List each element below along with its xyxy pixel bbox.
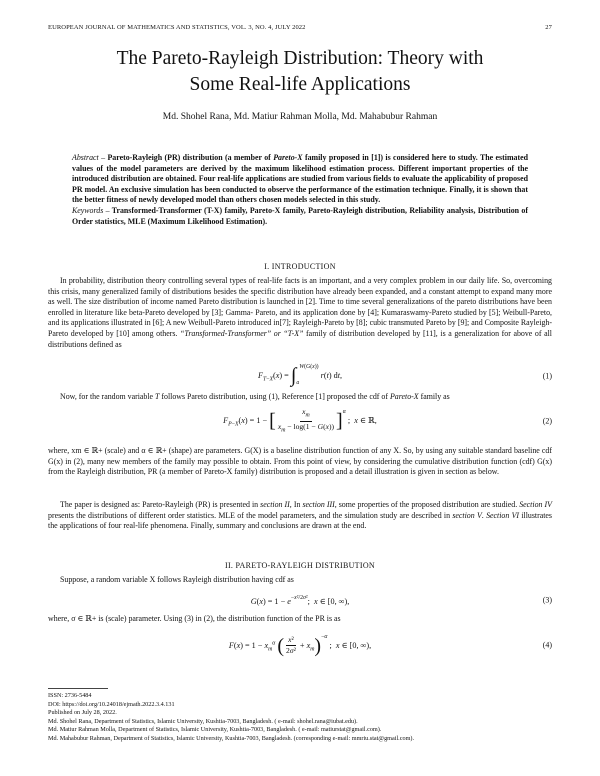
intro-paragraph-4 — [48, 500, 552, 532]
equation-2: $F_{P-X}(x) = 1$ − [ $\frac{x_m}{x_m - \log(1 - G(x))}$ ]$^\alpha$ ; x ∈ ℝ, (2) — [223, 406, 552, 434]
intro-p2-family: Pareto-X — [389, 392, 419, 401]
intro-p4-c: , some properties of the proposed distribution are studied. — [334, 500, 520, 509]
journal-name: EUROPEAN JOURNAL OF MATHEMATICS AND STATISTICS, VOL. 3, NO. 4, JULY 2022 — [48, 24, 306, 31]
page-number: 27 — [545, 24, 552, 31]
running-header — [48, 24, 552, 31]
equation-3: $G(x) = 1 - e^{-x^2/2\sigma^2}$; x ∈ [0, ∞), (3) — [250, 594, 552, 606]
intro-p2-var: T — [155, 392, 160, 401]
intro-tx-name: “Transformed-Transformer” or “T-X” — [179, 328, 304, 338]
intro-p4-sec4: Section IV — [519, 500, 552, 509]
equation-number-2: (2) — [542, 416, 552, 426]
footnote-author-1: Md. Shohel Rana, Department of Statistics, Islamic University, Kushtia-7003, Bangladesh. ( e-mail: shohel.rana@iubat.edu). — [48, 717, 358, 725]
title-line-2: Some Real-life Applications — [189, 74, 411, 95]
footnote-issn: ISSN: 2736-5484 — [48, 692, 92, 699]
intro-p4-sec5: section V — [452, 510, 482, 520]
equation-4: $F(x) = 1 - x_m^\alpha$ ( $\frac{\text{x²}}{\text{2σ²}}$ + $x_m)^{-\alpha}$ ; x ∈ [0, ∞), (4) — [228, 633, 552, 657]
intro-p4-b: , In — [289, 500, 303, 509]
intro-p2-tail: family as — [418, 392, 450, 401]
footnotes — [48, 692, 552, 743]
intro-p4-sec3: section III — [302, 500, 335, 509]
intro-p4-a: The paper is designed as: Pareto-Rayleigh (PR) is presented in — [60, 500, 261, 509]
sec2-paragraph-2: where, σ ∈ ℝ+ is (scale) parameter. Using (3) in (2), the distribution function of the PR is as — [48, 614, 341, 623]
intro-p4-f: illustrates the applications of four real-life phenomena. Finally, summary and conclusions are drawn at the end. — [48, 510, 552, 531]
abstract-label: Abstract – — [72, 153, 106, 162]
equation-number-4: (4) — [542, 640, 552, 650]
intro-p2-mid: follows Pareto distribution, using (1), Reference [1] proposed the cdf of — [159, 392, 390, 401]
intro-paragraph-3: where, xm ∈ ℝ+ (scale) and α ∈ ℝ+ (shape) are parameters. G(X) is a baseline distribution function of any X. So, by using any suitable standard baseline cdf G(x) in (2), many new members of the family may possible to obtain. From this point of view, by considering the cumulative distribution function (cdf) G(x) from the Rayleigh distribution, PR (a member of Pareto-X family) distribution is proposed and a detail illustration is given in section as below. — [48, 446, 552, 477]
author-list: Md. Shohel Rana, Md. Matiur Rahman Molla, Md. Mahabubur Rahman — [162, 112, 438, 122]
equation-number-1: (1) — [542, 371, 552, 381]
sec2-paragraph-1: Suppose, a random variable X follows Rayleigh distribution having cdf as — [60, 575, 294, 584]
footnote-doi: DOI: https://doi.org/10.24018/ejmath.2022.3.4.131 — [48, 700, 175, 708]
abstract — [72, 153, 528, 227]
intro-p4-sec6: Section VI — [486, 510, 520, 520]
equation-number-3: (3) — [542, 595, 552, 605]
intro-p4-e: . — [481, 510, 487, 520]
footnote-rule — [48, 688, 108, 689]
intro-p4-sec2: section II — [260, 500, 290, 509]
section-heading-pareto-rayleigh: II. PARETO-RAYLEIGH DISTRIBUTION — [225, 561, 375, 570]
intro-p1-text: In probability, distribution theory controlling several types of real-life facts is an important, and a very complex problem in our daily life. So, overcoming this crisis, many generalized family of distributions besides the specific distribution have already been expanded, and a constant attempt to expand many more as well. The size distribution of income named Pareto distribution is launched in [2]. Time to time several generalizations of the pareto distributions have been enrolled in literature like beta-Pareto developed by [3]; Gamma- Pareto, and its application done by [4]; Kumaraswamy-Pareto studied by [5]; Weibull-Pareto, and its applications illustrated in [6]; A new Weibull-Pareto introduced in[7]; Rayleigh-Pareto by [8]; cubic transmuted Pareto by [9]; and Composite Rayleigh-Pareto developed by [10] among others. — [48, 276, 552, 338]
abstract-text-1: Pareto-Rayleigh (PR) distribution (a member of — [107, 153, 274, 162]
keywords-label: Keywords – — [72, 205, 110, 215]
intro-paragraph-1 — [48, 276, 552, 350]
equation-1: $F_{T-X}(x) = \int_a^{W(G(x))}$ r(t) dt, (1) — [257, 364, 552, 387]
intro-paragraph-2 — [48, 392, 552, 403]
intro-p4-d: presents the distributions of different order statistics. MLE of the model parameters, and the simulation study are described in — [48, 510, 453, 520]
intro-p2-text: Now, for the random variable — [60, 392, 156, 401]
abstract-text-2: family proposed in [1]) is considered here to study. The estimated values of the model parameters are derived by the maximum likelihood estimation process. Different important properties of the introduced distribution are obtained. Four real-life applications are studied from various fields to evaluate the applicability of proposed PR model. An exclusive simulation has been conducted to observe the performance of the estimation technique. Finally, it is shown that the better fitness of newly developed model than others chosen models selected in this study. — [72, 153, 528, 205]
footnote-author-3: Md. Mahabubur Rahman, Department of Statistics, Islamic University, Kushtia-7003, Bangladesh. (corresponding e-mail: mmriu.stat@gmail.com). — [48, 734, 414, 742]
intro-p1-tail: family of distribution developed by [11], is a generalization for above of all distributions defined as — [48, 328, 552, 349]
footnote-published: Published on July 28, 2022. — [48, 709, 117, 716]
section-heading-introduction: I. INTRODUCTION — [264, 262, 336, 271]
keywords-text: Transformed-Transformer (T-X) family, Pareto-X family, Pareto-Rayleigh distribution, Reliability analysis, Distribution of Order statistics, MLE (Maximum Likelihood Estimation). — [72, 205, 528, 226]
title-line-1: The Pareto-Rayleigh Distribution: Theory with — [116, 48, 484, 69]
footnote-author-2: Md. Matiur Rahman Molla, Department of Statistics, Islamic University, Kushtia-7003, Bangladesh. ( e-mail: matiurstat@gmail.com). — [48, 726, 382, 733]
paper-title — [40, 46, 560, 98]
abstract-family-name: Pareto-X — [273, 153, 303, 162]
